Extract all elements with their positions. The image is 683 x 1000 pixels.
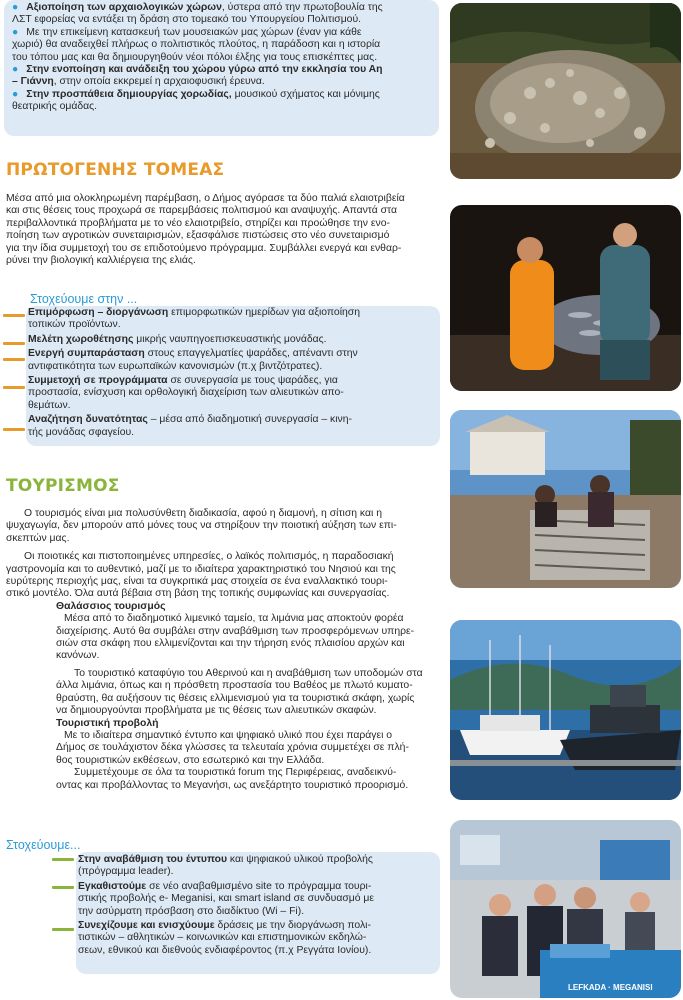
bullet3-line2-bold: – Γιάννη bbox=[12, 76, 54, 88]
fishermen-image bbox=[450, 205, 681, 391]
bullet2-line3: του τόπου μας και θα δημιουργηθούν νέοι πόλοι έλξης για τους επισκέπτες μας. bbox=[12, 51, 378, 63]
photo-harbour-yachts bbox=[450, 620, 681, 800]
paragraph-line: Μέσα από μια ολοκληρωμένη παρέμβαση, ο Δήμος αγόρασε τα δύο παλιά ελαιοτριβεία bbox=[6, 193, 405, 204]
bullet1-rest: , ύστερα από την πρωτοβουλία της bbox=[221, 2, 383, 13]
bullet2-line1: Με την επικείμενη κατασκευή των μουσειακών μας χώρων (έναν για κάθε bbox=[26, 26, 362, 38]
paragraph-line: για την ίδια συμμετοχή του σε επιδοτούμενο πρόγραμμα. Συμβάλλει ενεργά και ενθαρ- bbox=[6, 242, 402, 254]
photo-fishermen bbox=[450, 205, 681, 391]
paragraph-line: ψυχαγωγία, δεν μπορούν από μόνες τους να στηρίξουν την ποιοτική αύξηση των επι- bbox=[6, 520, 397, 532]
goal-bold: Εγκαθιστούμε bbox=[78, 880, 147, 892]
paragraph-line: οντας και προβάλλοντας το Μεγανήσι, ως ανεξάρτητο τουριστικό προορισμό. bbox=[56, 779, 409, 791]
primary-goals-title: Στοχεύουμε στην ... bbox=[30, 292, 138, 306]
paragraph-line: Ο τουρισμός είναι μια πολυσύνθετη διαδικασία, αφού η διαμονή, η σίτιση και η bbox=[24, 508, 382, 519]
goal-item bbox=[28, 334, 436, 346]
goal-item bbox=[28, 348, 436, 373]
women-weaving-image bbox=[450, 410, 681, 588]
goal-text: μικρής ναυπηγοεπισκευαστικής μονάδας. bbox=[133, 333, 327, 345]
goal-text: και ψηφιακού υλικού προβολής bbox=[227, 854, 373, 865]
bullet4-line2: θεατρικής ομάδας. bbox=[12, 101, 98, 113]
paragraph-line: ευρύτερης περιοχής μας, είναι τα συγκριτικά μας στοιχεία σε ένα εναλλακτικό τουρι- bbox=[6, 576, 388, 588]
paragraph-line: θος τουριστικών εκθέσεων, στο εσωτερικό και την Ελλάδα. bbox=[56, 754, 325, 766]
bullet3-line2-rest: , στην οποία εκκρεμεί η αρχαιοφυσική έρευνα. bbox=[53, 76, 265, 88]
primary-sector-title: ΠΡΩΤΟΓΕΝΗΣ ΤΟΜΕΑΣ bbox=[6, 160, 225, 180]
goal-text: προστασία, ενίσχυση και ορθολογική διαχείριση των αλιευτικών απο- bbox=[28, 387, 344, 399]
goal-text: στικής προβολής e- Meganisi, και smart island σε συνδυασμό με bbox=[78, 893, 375, 905]
goal-text: τοπικών προϊόντων. bbox=[28, 319, 121, 331]
goal-bold: Στην αναβάθμιση του έντυπου bbox=[78, 854, 228, 865]
paragraph-line: Δήμος σε τουλάχιστον δέκα γλώσσες τα τελευταία χρόνια συμμετέχει σε πλή- bbox=[56, 742, 409, 754]
paragraph-line: σκεπτών μας. bbox=[6, 532, 70, 544]
paragraph-line: διαχείρισης. Αυτό θα συμβάλει στην αναβάθμιση των προσφερόμενων υπηρε- bbox=[56, 625, 415, 637]
bullet2-line2: χωριό) θα αναδειχθεί πλήρως ο πολιτιστικός πλούτος, η παράδοση και η ιστορία bbox=[12, 39, 381, 51]
paragraph-line: στικό μοντέλο. Όλα αυτά βέβαια στη βάση της τοπικής συμφωνίας και συνεργασίας. bbox=[6, 588, 390, 600]
bullet-dot: ● bbox=[12, 88, 19, 100]
goal-item bbox=[28, 414, 436, 439]
goal-text: (πρόγραμμα leader). bbox=[78, 866, 174, 878]
tourism-goals-box bbox=[76, 852, 440, 974]
goal-item bbox=[78, 920, 438, 957]
paragraph-line: να δημιουργούνται προβλήματα με τις θέσεις των αλιευτικών σκαφών. bbox=[56, 705, 377, 717]
green-dash-marker bbox=[52, 928, 74, 931]
bullet4-bold: Στην προσπάθεια δημιουργίας χορωδίας, bbox=[26, 88, 232, 100]
paragraph-line: Με το ιδιαίτερα σημαντικό έντυπο και ψηφιακό υλικό που έχει παράγει ο bbox=[64, 729, 393, 741]
goal-bold: Αναζήτηση δυνατότητας bbox=[28, 414, 148, 426]
tourism-goals-title: Στοχεύουμε... bbox=[6, 838, 81, 852]
goal-text: δράσεις με την διοργάνωση πολι- bbox=[214, 920, 371, 932]
goal-text: τιστικών – αθλητικών – κοινωνικών και επιστημονικών εκδηλώ- bbox=[78, 932, 367, 944]
bullet-dot: ● bbox=[12, 2, 19, 13]
paragraph-line: ρύνει την βιολογική καλλιέργεια της ελιάς. bbox=[6, 255, 196, 267]
paragraph-line: Μέσα από το διαδημοτικό λιμενικό ταμείο, τα λιμάνια μας αποκτούν φορέα bbox=[64, 613, 404, 625]
top-box-text bbox=[12, 2, 436, 114]
orange-dash-marker bbox=[3, 386, 25, 389]
orange-dash-marker bbox=[3, 342, 25, 345]
paragraph-line: και στις θέσεις τους προχωρά σε παρεμβάσεις πολιτισμού και αναψυχής. Απαντά στα bbox=[6, 205, 398, 217]
paragraph-line: κανόνων. bbox=[56, 650, 100, 662]
subheading-sea-tourism: Θαλάσσιος τουρισμός bbox=[56, 600, 166, 612]
paragraph-line: άλλα λιμάνια, όπως και η πρόσθετη προστασία του Βαθέος με πλωτό κυματο- bbox=[56, 680, 413, 692]
orange-dash-marker bbox=[3, 314, 25, 317]
bullet1-line2: ΛΣΤ εφορείας να εντάξει τη δράση στο τομεακό του Υπουργείου Πολιτισμού. bbox=[12, 14, 362, 26]
paragraph-line: θραύστη, θα αυξήσουν τις θέσεις ελλιμενισμού για τα τουριστικά σκάφη, χωρίς bbox=[56, 692, 415, 704]
subheading-tourism-promotion: Τουριστική προβολή bbox=[56, 717, 159, 729]
paragraph-line: ποίηση των αγροτικών συνεταιρισμών, εξασφάλισε πιστώσεις στο νέο συνεταιρισμό bbox=[6, 230, 390, 242]
goal-bold: Μελέτη χωροθέτησης bbox=[28, 333, 134, 345]
tourism-fair-image bbox=[450, 820, 681, 998]
tourism-goals-list bbox=[78, 854, 438, 959]
photo-tourism-fair bbox=[450, 820, 681, 998]
green-dash-marker bbox=[52, 858, 74, 861]
goal-item bbox=[78, 881, 438, 918]
paragraph-line: Οι ποιοτικές και πιστοποιημένες υπηρεσίες, ο λαϊκός πολιτισμός, η παραδοσιακή bbox=[24, 551, 394, 563]
goal-bold: Συνεχίζουμε και ενισχύουμε bbox=[78, 920, 215, 932]
goal-text: την ασύρματη πρόσβαση στο διαδίκτυο (Wi – Fi). bbox=[78, 905, 305, 917]
goal-bold: Ενεργή συμπαράσταση bbox=[28, 348, 145, 360]
photo-archaeological-site bbox=[450, 3, 681, 179]
archaeological-site-image bbox=[450, 3, 681, 179]
top-culture-box bbox=[4, 0, 439, 136]
bullet-dot: ● bbox=[12, 64, 19, 76]
primary-goals-list bbox=[28, 307, 436, 441]
goal-text: – μέσα από διαδημοτική συνεργασία – κινη- bbox=[147, 414, 352, 426]
goal-text: σεων, εθνικού και διεθνούς ενδιαφέροντος (π.χ Ρεγγάτα Ιονίου). bbox=[78, 944, 372, 956]
goal-text: τής μονάδας σφαγείου. bbox=[28, 426, 135, 438]
tourism-text bbox=[6, 508, 438, 792]
bullet-dot: ● bbox=[12, 26, 19, 38]
goal-bold: Συμμετοχή σε προγράμματα bbox=[28, 375, 168, 387]
goal-text: επιμορφωτικών ημερίδων για αξιοποίηση bbox=[168, 307, 360, 318]
paragraph-line: σιών στα σκάφη που ελλιμενίζονται και την τήρηση ενός πλαισίου αρχών και bbox=[56, 638, 405, 650]
orange-dash-marker bbox=[3, 358, 25, 361]
photo-women-weaving bbox=[450, 410, 681, 588]
harbour-yachts-image bbox=[450, 620, 681, 800]
primary-sector-paragraph bbox=[6, 193, 436, 267]
orange-dash-marker bbox=[3, 428, 25, 431]
goal-text: σε συνεργασία με τους ψαράδες, για bbox=[167, 375, 338, 387]
fair-banner-text: LEFKADA · MEGANISI bbox=[568, 983, 653, 992]
goal-text: σε νέο αναβαθμισμένο site το πρόγραμμα τουρι- bbox=[146, 880, 372, 892]
goal-item bbox=[28, 307, 436, 332]
goal-item bbox=[28, 375, 436, 412]
bullet1-bold: Αξιοποίηση των αρχαιολογικών χώρων bbox=[26, 2, 222, 13]
paragraph-line: περιβαλλοντικά προβλήματα με το νέο ελαιοτριβείο, στηρίζει και προώθησε την ενο- bbox=[6, 217, 390, 229]
goal-item bbox=[78, 854, 438, 879]
tourism-title: ΤΟΥΡΙΣΜΟΣ bbox=[6, 476, 120, 496]
green-dash-marker bbox=[52, 886, 74, 889]
paragraph-line: γαστρονομία και το αυθεντικό, μαζί με το ιδιαίτερα χαρακτηριστικό του Νησιού και της bbox=[6, 563, 396, 575]
bullet4-rest: μουσικού σχήματος και μόνιμης bbox=[231, 88, 380, 100]
paragraph-line: Συμμετέχουμε σε όλα τα τουριστικά forum της Περιφέρειας, αναδεικνύ- bbox=[74, 767, 397, 779]
goal-bold: Επιμόρφωση – διοργάνωση bbox=[28, 307, 169, 318]
goal-text: στους επαγγελματίες ψαράδες, απέναντι στην bbox=[144, 348, 358, 360]
primary-goals-box bbox=[26, 306, 440, 446]
bullet3-bold: Στην ενοποίηση και ανάδειξη του χώρου γύρω από την εκκλησία του Αη bbox=[26, 64, 383, 76]
goal-text: θεμάτων. bbox=[28, 399, 71, 411]
goal-text: αντιφατικότητα των ευρωπαϊκών κανονισμών (π.χ βιντζότρατες). bbox=[28, 360, 323, 372]
paragraph-line: Το τουριστικό καταφύγιο του Αθερινού και η αναβάθμιση των υποδομών στα bbox=[74, 667, 423, 679]
